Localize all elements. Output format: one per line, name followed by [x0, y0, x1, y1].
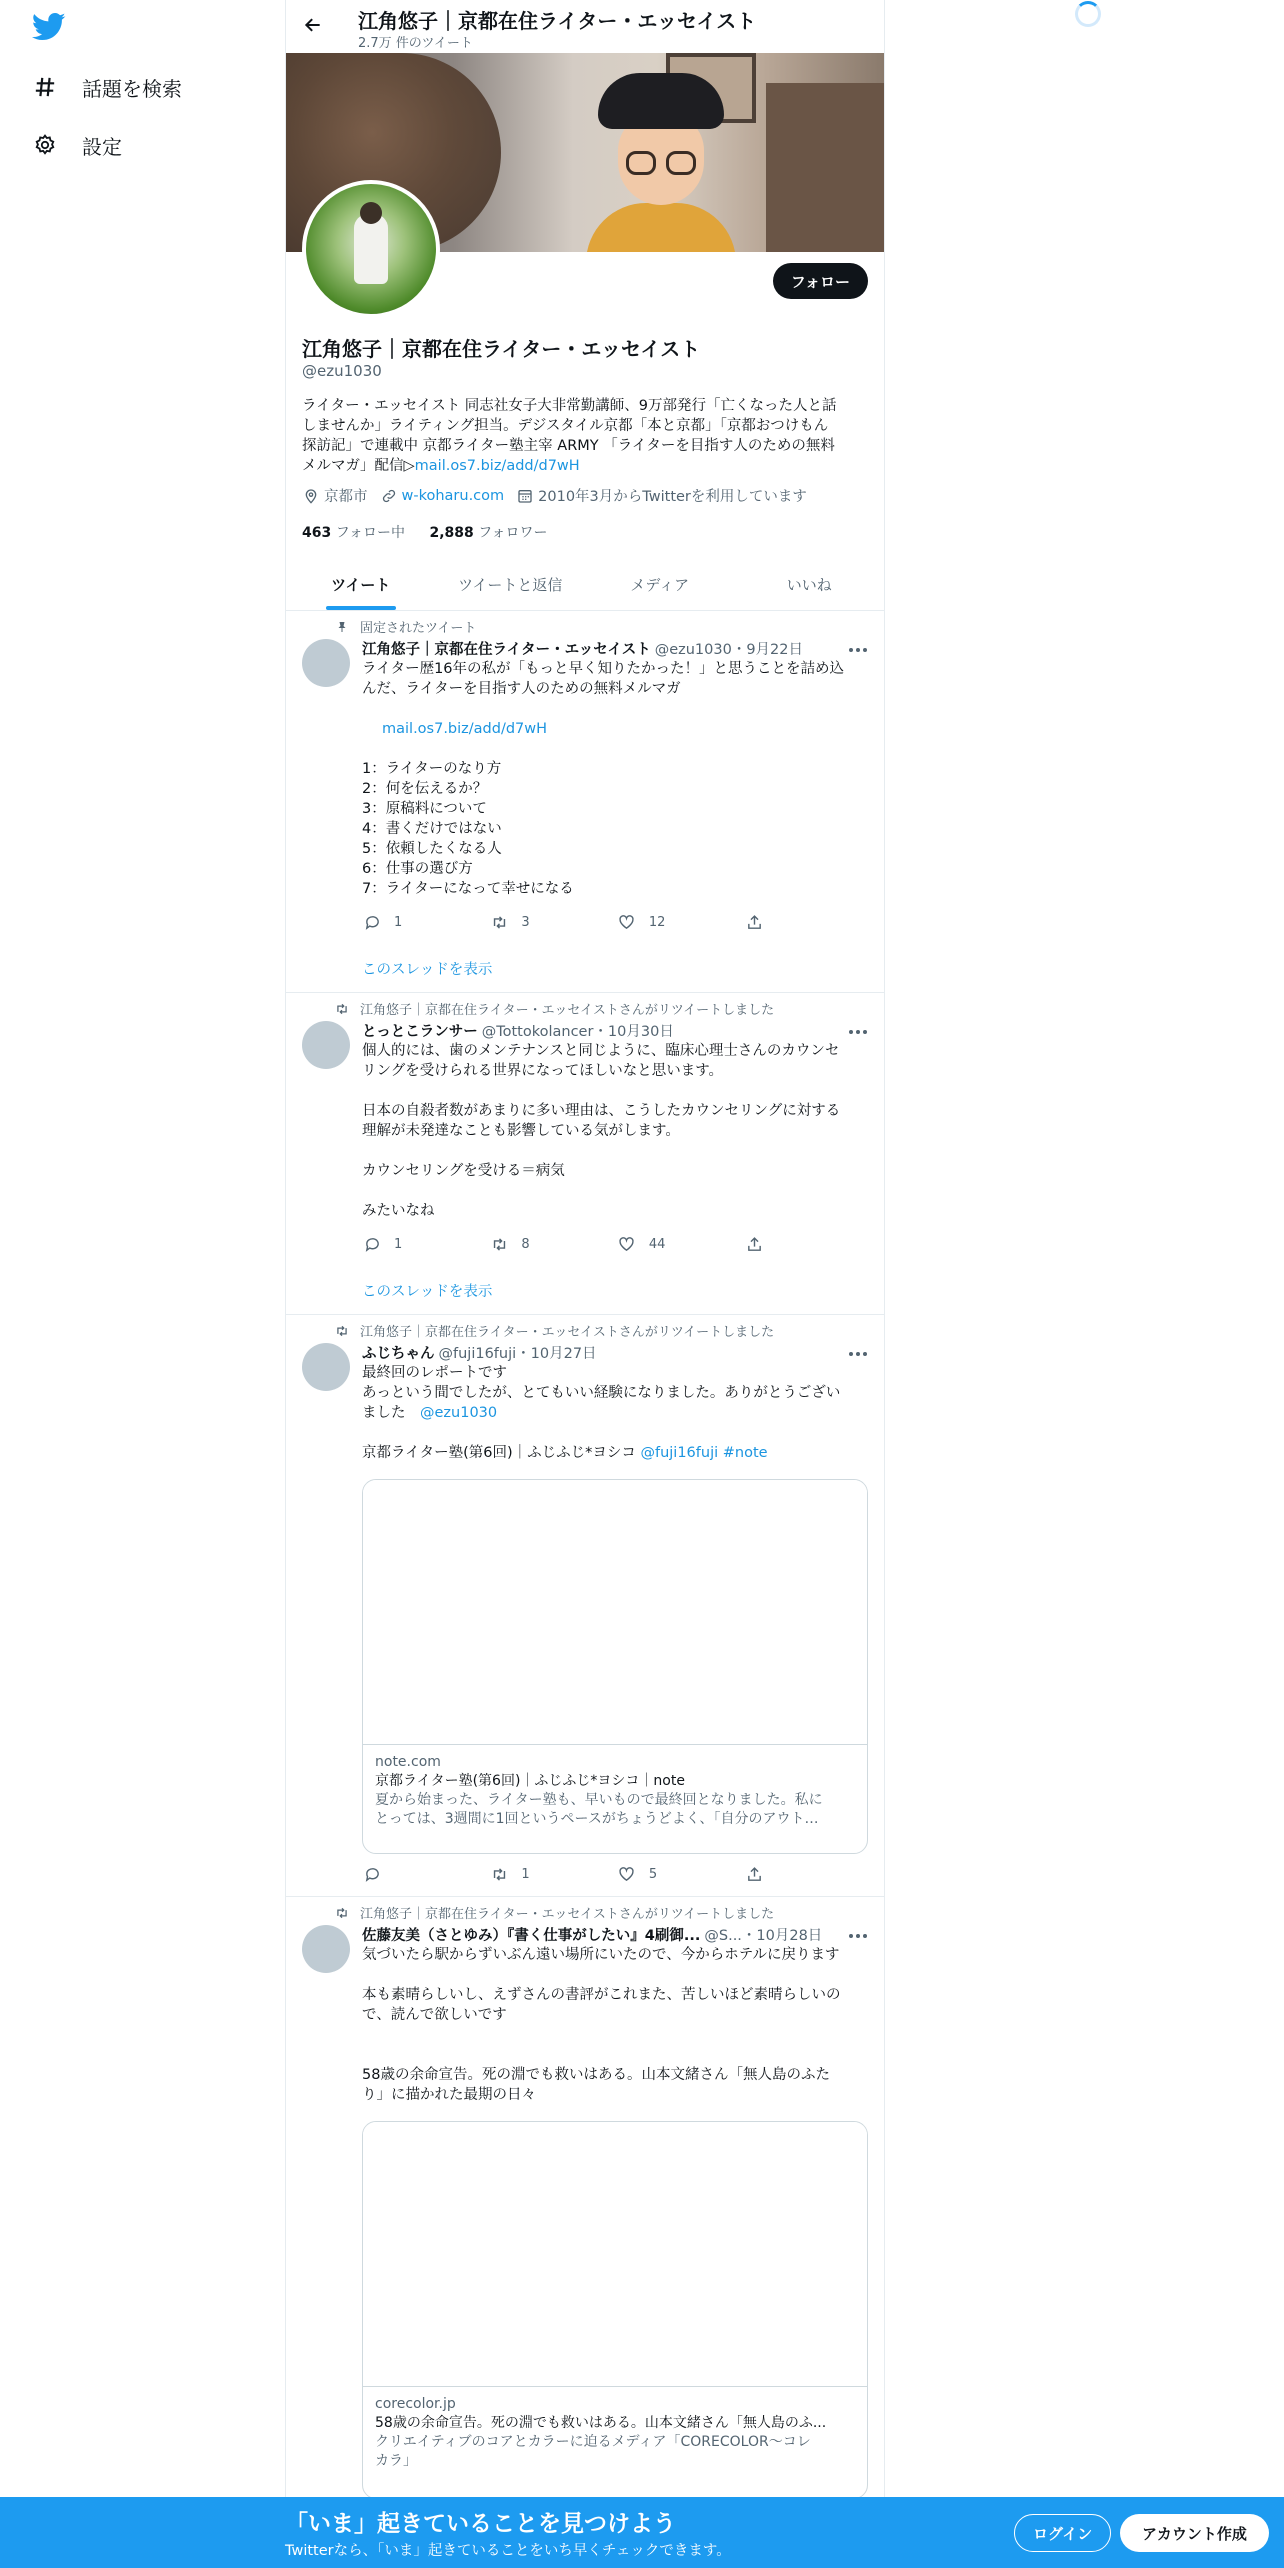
reply-button[interactable]: 1	[362, 912, 489, 932]
heart-icon	[617, 1864, 637, 1884]
bio-last-prefix: メルマガ」配信▷	[302, 458, 415, 474]
like-button[interactable]: 5	[617, 1864, 744, 1884]
retweet-icon	[489, 1864, 509, 1884]
hashtag-icon	[32, 74, 58, 100]
profile-location	[302, 485, 368, 506]
nav-explore[interactable]	[32, 67, 182, 107]
retweet-icon	[332, 1323, 352, 1339]
share-icon	[744, 1234, 764, 1254]
retweet-icon	[332, 1001, 352, 1017]
tweet-meta: @S...・10月28日	[704, 1928, 823, 1944]
tweet-context: 江角悠子｜京都在住ライター・エッセイストさんがリツイートしました	[332, 1321, 774, 1340]
tab-tweets-and-replies[interactable]: ツイートと返信	[458, 575, 563, 594]
login-button[interactable]: ログイン	[1014, 2514, 1111, 2552]
twitter-logo-icon[interactable]	[32, 12, 66, 42]
card-description: とっては、3週間に1回というペースがちょうどよく、「自分のアウト…	[375, 1811, 819, 1827]
share-icon	[744, 912, 764, 932]
location-pin-icon	[302, 487, 320, 505]
signup-prompt-subtitle: Twitterなら、「いま」起きていることをいち早くチェックできます。	[285, 2543, 731, 2559]
more-options-icon[interactable]	[846, 1344, 870, 1364]
location-text: 京都市	[324, 489, 368, 505]
profile-avatar[interactable]	[302, 180, 440, 318]
reply-button[interactable]: 1	[362, 1234, 489, 1254]
profile-stats	[302, 522, 568, 542]
reply-icon	[362, 912, 382, 932]
tweet-avatar[interactable]	[302, 1343, 350, 1391]
tweet-actions	[362, 1234, 782, 1254]
signup-prompt-title: 「いま」起きていることを見つけよう	[285, 2511, 676, 2537]
like-button[interactable]: 44	[617, 1234, 744, 1254]
tweet-header	[362, 1020, 852, 1041]
calendar-icon	[516, 487, 534, 505]
reply-button[interactable]	[362, 1864, 489, 1884]
tweet-header	[362, 638, 852, 659]
pin-icon	[332, 619, 352, 635]
tweet-item[interactable]	[286, 1897, 884, 2500]
heart-icon	[617, 1234, 637, 1254]
heart-icon	[617, 912, 637, 932]
show-thread-link[interactable]: このスレッドを表示	[362, 962, 493, 978]
retweet-icon	[489, 1234, 509, 1254]
card-text	[363, 1745, 867, 1837]
tweet-actions	[362, 1864, 782, 1884]
tweet-text: 気づいたら駅からずいぶん遠い場所にいたので、今からホテルに戻ります 本も素晴らしいし、えずさんの書評がこれまた、苦しいほど素晴らしいの で、読んで欲しいです 58歳の余命宣告。死の淵でも救いはある。山本文緒さん「無人島のふた り」に描かれた最期の日々	[362, 1947, 841, 2103]
card-domain: corecolor.jp	[375, 2396, 456, 2412]
profile-website	[380, 487, 505, 505]
card-text	[363, 2387, 867, 2479]
more-options-icon[interactable]	[846, 1926, 870, 1946]
show-thread-link[interactable]: このスレッドを表示	[362, 1284, 493, 1300]
gear-icon	[32, 132, 58, 158]
profile-name: 江角悠子｜京都在住ライター・エッセイスト	[302, 337, 701, 361]
profile-handle: @ezu1030	[302, 362, 382, 380]
link-card[interactable]	[362, 1479, 868, 1854]
bio-line: しませんか」ライティング担当。デジスタイル京都「本と京都」「京都おつけもん	[302, 418, 829, 434]
signup-prompt-bar	[0, 2497, 1284, 2568]
card-image	[363, 1480, 867, 1745]
tweet-text: 個人的には、歯のメンテナンスと同じように、臨床心理士さんのカウンセ リングを受けられる世界になってほしいなと思います。 日本の自殺者数があまりに多い理由は、こうしたカウンセリングに対する 理解が未発達なことも影響している気がします。 カウンセリングを受ける＝病気 みたいなね	[362, 1043, 841, 1219]
more-options-icon[interactable]	[846, 640, 870, 660]
retweet-icon	[489, 912, 509, 932]
hashtag-link[interactable]: #note	[722, 1445, 768, 1461]
joined-text: 2010年3月からTwitterを利用しています	[538, 489, 807, 505]
card-description: カラ」	[375, 2453, 417, 2469]
mention-link[interactable]: @fuji16fuji	[640, 1445, 719, 1461]
back-button[interactable]	[296, 10, 330, 44]
follow-button[interactable]: フォロー	[773, 263, 868, 299]
signup-button[interactable]: アカウント作成	[1120, 2514, 1269, 2552]
tab-tweets[interactable]: ツイート	[286, 558, 436, 610]
tweet-header	[362, 1342, 852, 1363]
more-options-icon[interactable]	[846, 1022, 870, 1042]
following-stat[interactable]: 463 フォロー中	[302, 525, 405, 541]
profile-joined	[516, 485, 807, 506]
tweet-actions	[362, 912, 782, 932]
tweet-meta: @ezu1030・9月22日	[654, 642, 804, 658]
card-domain: note.com	[375, 1754, 441, 1770]
tweet-link[interactable]: mail.os7.biz/add/d7wH	[382, 721, 548, 737]
tweet-meta: @fuji16fuji・10月27日	[438, 1346, 597, 1362]
arrow-left-icon	[303, 15, 323, 39]
tweet-avatar[interactable]	[302, 1925, 350, 1973]
profile-meta	[302, 485, 819, 506]
link-card[interactable]	[362, 2121, 868, 2499]
reply-icon	[362, 1234, 382, 1254]
tab-likes[interactable]: いいね	[786, 575, 832, 594]
tweet-item[interactable]	[286, 1315, 884, 1897]
left-navigation	[0, 0, 285, 2568]
tweet-item[interactable]	[286, 993, 884, 1315]
nav-settings-label: 設定	[82, 134, 122, 159]
tweet-context: 江角悠子｜京都在住ライター・エッセイストさんがリツイートしました	[332, 999, 774, 1018]
tweet-author-name[interactable]: ふじちゃん	[362, 1346, 435, 1362]
nav-settings[interactable]	[32, 125, 122, 165]
tweet-author-name[interactable]: 江角悠子｜京都在住ライター・エッセイスト	[362, 642, 651, 658]
card-title: 58歳の余命宣告。死の淵でも救いはある。山本文緒さん「無人島のふ...	[375, 2415, 827, 2431]
tweet-text: 最終回のレポートです あっという間でしたが、とてもいい経験になりました。ありがとうござい ました @ezu1030 京都ライター塾(第6回)｜ふじふじ*ヨシコ @fuji16fuji #note	[362, 1365, 841, 1461]
share-button[interactable]	[744, 1864, 782, 1884]
tweet-context: 固定されたツイート	[332, 617, 476, 636]
share-button[interactable]	[744, 1234, 782, 1254]
tab-media[interactable]: メディア	[630, 575, 690, 594]
tweet-item[interactable]	[286, 611, 884, 993]
bio-line: 探訪記」で連載中 京都ライター塾主宰 ARMY 「ライターを目指す人のための無料	[302, 438, 835, 454]
profile-bio	[302, 396, 868, 476]
tweet-meta: @Tottokolancer・10月30日	[481, 1024, 674, 1040]
tweet-avatar[interactable]	[302, 1021, 350, 1069]
tweet-header	[362, 1924, 852, 1945]
share-button[interactable]	[744, 912, 782, 932]
loading-spinner-icon	[1075, 1, 1101, 27]
tweet-text: ライター歴16年の私が「もっと早く知りたかった！」と思うことを詰め込 んだ、ライターを目指す人のための無料メルマガ mail.os7.biz/add/d7wH 1：ライターのなり方 2：何を伝えるか？ 3：原稿料について 4：書くだけではない 5：依頼したくなる人 6：仕事の選び方 7：ライターになって幸せになる	[362, 661, 845, 897]
retweet-button[interactable]: 1	[489, 1864, 616, 1884]
profile-tabs	[286, 558, 884, 611]
header-profile-name: 江角悠子｜京都在住ライター・エッセイスト	[358, 9, 757, 33]
tweet-author-name[interactable]: とっとこランサー	[362, 1024, 478, 1040]
reply-icon	[362, 1864, 382, 1884]
tweet-author-name[interactable]: 佐藤友美（さとゆみ）『書く仕事がしたい』4刷御...	[362, 1928, 701, 1944]
profile-header-bar	[286, 0, 884, 53]
retweet-button[interactable]: 3	[489, 912, 616, 932]
retweet-icon	[332, 1905, 352, 1921]
card-description: クリエイティブのコアとカラーに迫るメディア「CORECOLOR〜コレ	[375, 2434, 811, 2450]
profile-column	[285, 0, 885, 2500]
like-button[interactable]: 12	[617, 912, 744, 932]
link-icon	[380, 487, 398, 505]
card-title: 京都ライター塾(第6回)｜ふじふじ*ヨシコ｜note	[375, 1773, 685, 1789]
card-description: 夏から始まった、ライター塾も、早いもので最終回となりました。私に	[375, 1792, 823, 1808]
nav-explore-label: 話題を検索	[82, 76, 182, 101]
followers-stat[interactable]: 2,888 フォロワー	[429, 525, 548, 541]
mention-link[interactable]: @ezu1030	[420, 1405, 498, 1421]
share-icon	[744, 1864, 764, 1884]
retweet-button[interactable]: 8	[489, 1234, 616, 1254]
header-tweet-count: 2.7万 件のツイート	[358, 36, 473, 51]
bio-line	[302, 456, 868, 476]
tweet-context: 江角悠子｜京都在住ライター・エッセイストさんがリツイートしました	[332, 1903, 774, 1922]
bio-line: ライター・エッセイスト 同志社女子大非常勤講師、9万部発行「亡くなった人と話	[302, 398, 837, 414]
website-link[interactable]: w-koharu.com	[401, 487, 505, 504]
tweet-avatar[interactable]	[302, 639, 350, 687]
card-image	[363, 2122, 867, 2387]
bio-link[interactable]: mail.os7.biz/add/d7wH	[414, 458, 580, 474]
